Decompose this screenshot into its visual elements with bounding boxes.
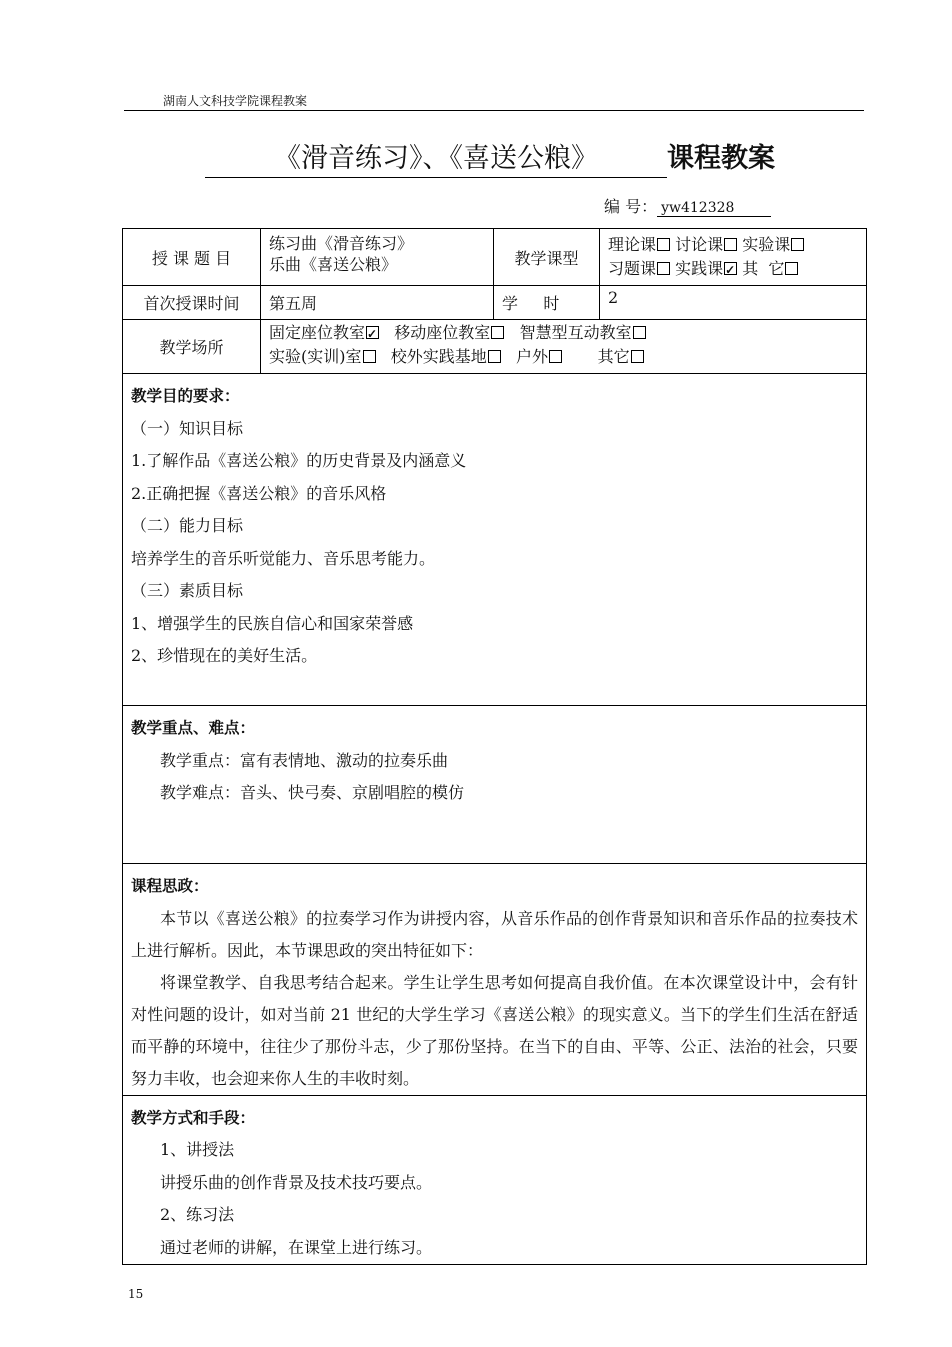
ideology-paragraph: 本节以《喜送公粮》的拉奏学习作为讲授内容，从音乐作品的创作背景知识和音乐作品的拉奏技术上进行解析。因此，本节课思政的突出特征如下： [131, 908, 858, 960]
code-label: 编 号： [604, 197, 658, 216]
checkbox-icon [657, 262, 670, 275]
objective-line: （一）知识目标 [131, 418, 244, 438]
lesson-plan-table [122, 228, 867, 1265]
ideology-section [123, 864, 867, 1096]
venue-option[interactable]: 其它 [598, 347, 644, 366]
topic-cell [261, 229, 494, 286]
key-points-section [123, 706, 867, 864]
method-line: 1、讲授法 [160, 1140, 235, 1159]
title-course-name: 《滑音练习》、《喜送公粮》 [205, 136, 667, 178]
key-points-heading: 教学重点、难点： [131, 719, 256, 737]
method-line: 讲授乐曲的创作背景及技术技巧要点。 [160, 1172, 433, 1192]
checkbox-icon [549, 350, 562, 363]
objective-line: 1.了解作品《喜送公粮》的历史背景及内涵意义 [131, 451, 467, 470]
objective-line: 培养学生的音乐听觉能力、音乐思考能力。 [131, 548, 436, 568]
topic-label: 授 课 题 目 [123, 229, 261, 286]
objective-line: （三）素质目标 [131, 581, 244, 600]
ideology-paragraph: 将课堂教学、自我思考结合起来。学生让学生思考如何提高自我价值。在本次课堂设计中，会有针对性问题的设计，如对当前 21 世纪的大学生学习《喜送公粮》的现实意义。当下的学生们生活在舒适而平静的环境中，往往少了那份斗志，少了那份坚持。在当下的自由、平等、公正、法治的社会，只要努力丰收，也会迎来你人生的丰收时刻。 [131, 972, 858, 1088]
header-rule [124, 110, 864, 111]
venue-label: 教学场所 [123, 320, 261, 374]
type-option[interactable]: 讨论课 [675, 235, 737, 254]
page-number: 15 [128, 1287, 144, 1301]
hours-value: 2 [600, 286, 867, 320]
type-option[interactable]: 习题课 [608, 259, 670, 278]
hours-label: 学 时 [494, 286, 600, 320]
checkbox-icon [791, 238, 804, 251]
objective-line: 2、珍惜现在的美好生活。 [131, 646, 318, 665]
type-option[interactable]: 实验课 [742, 235, 804, 254]
checkbox-icon [724, 238, 737, 251]
checkbox-icon [633, 326, 646, 339]
type-option[interactable]: 实践课✓ [675, 259, 737, 278]
methods-section [123, 1095, 867, 1265]
topic-line-2: 乐曲《喜送公粮》 [269, 255, 398, 274]
topic-line-1: 练习曲《滑音练习》 [269, 234, 414, 253]
difficulty-line: 教学难点：音头、快弓奏、京剧唱腔的模仿 [160, 783, 465, 802]
focus-line: 教学重点：富有表情地、激动的拉奏乐曲 [160, 750, 449, 770]
first-session-value: 第五周 [261, 286, 494, 320]
venue-option[interactable]: 实验(实训)室 [269, 347, 376, 366]
checkbox-icon [363, 350, 376, 363]
institution-header: 湖南人文科技学院课程教案 [163, 94, 308, 108]
methods-heading: 教学方式和手段： [131, 1108, 256, 1127]
venue-option[interactable]: 校外实践基地 [391, 347, 501, 366]
checkbox-checked-icon [366, 326, 379, 339]
venue-option[interactable]: 智慧型互动教室 [520, 323, 646, 342]
method-line: 2、练习法 [160, 1205, 235, 1224]
first-session-label: 首次授课时间 [123, 286, 261, 320]
objectives-section [123, 374, 867, 706]
venue-option[interactable]: 移动座位教室 [394, 323, 504, 342]
objective-line: 2.正确把握《喜送公粮》的音乐风格 [131, 483, 387, 503]
document-title [205, 136, 805, 176]
checkbox-checked-icon [724, 262, 737, 275]
type-option[interactable]: 理论课 [608, 235, 670, 254]
venue-options [261, 320, 867, 374]
venue-option[interactable]: 户外 [516, 347, 562, 366]
checkbox-icon [488, 350, 501, 363]
title-suffix: 课程教案 [667, 143, 775, 174]
method-line: 通过老师的讲解，在课堂上进行练习。 [160, 1237, 433, 1257]
code-value: yw412328 [657, 200, 771, 217]
objective-line: （二）能力目标 [131, 516, 244, 535]
checkbox-icon [785, 262, 798, 275]
objective-line: 1、增强学生的民族自信心和国家荣誉感 [131, 613, 414, 633]
checkbox-icon [491, 326, 504, 339]
venue-option[interactable]: 固定座位教室✓ [269, 323, 379, 342]
code-row [604, 194, 771, 217]
type-option[interactable]: 其 它 [742, 259, 798, 278]
objectives-heading: 教学目的要求： [131, 387, 240, 405]
class-type-options [600, 229, 867, 286]
checkbox-icon [657, 238, 670, 251]
checkbox-icon [631, 350, 644, 363]
class-type-label: 教学课型 [494, 229, 600, 286]
ideology-heading: 课程思政： [131, 877, 209, 895]
